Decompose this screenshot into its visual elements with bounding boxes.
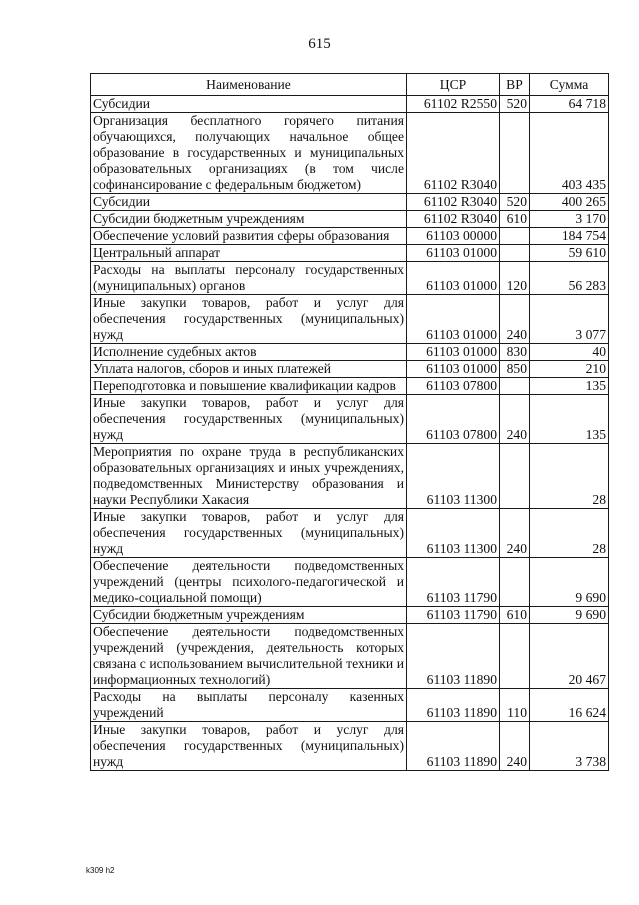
cell-name: Расходы на выплаты персоналу казенных учреждений <box>91 689 407 722</box>
cell-name: Иные закупки товаров, работ и услуг для обеспечения государственных (муниципальных) нужд <box>91 722 407 771</box>
table-row <box>91 722 609 771</box>
cell-sum: 20 467 <box>530 624 609 689</box>
table-body <box>91 96 609 771</box>
cell-vr: 240 <box>500 295 530 344</box>
cell-vr: 520 <box>500 194 530 211</box>
cell-csr: 61103 01000 <box>407 361 500 378</box>
cell-sum: 3 170 <box>530 211 609 228</box>
cell-sum: 3 738 <box>530 722 609 771</box>
cell-sum: 64 718 <box>530 96 609 113</box>
cell-name: Субсидии <box>91 194 407 211</box>
cell-sum: 403 435 <box>530 113 609 194</box>
cell-vr: 610 <box>500 607 530 624</box>
cell-vr: 120 <box>500 262 530 295</box>
cell-name: Расходы на выплаты персоналу государственных (муниципальных) органов <box>91 262 407 295</box>
cell-vr: 110 <box>500 689 530 722</box>
table-row <box>91 378 609 395</box>
table-row <box>91 607 609 624</box>
cell-sum: 184 754 <box>530 228 609 245</box>
cell-csr: 61103 11890 <box>407 689 500 722</box>
cell-csr: 61102 R3040 <box>407 194 500 211</box>
cell-sum: 40 <box>530 344 609 361</box>
cell-csr: 61102 R3040 <box>407 113 500 194</box>
cell-sum: 135 <box>530 378 609 395</box>
cell-vr: 240 <box>500 509 530 558</box>
cell-name: Центральный аппарат <box>91 245 407 262</box>
cell-csr: 61103 00000 <box>407 228 500 245</box>
table-row <box>91 228 609 245</box>
cell-vr <box>500 558 530 607</box>
cell-vr: 520 <box>500 96 530 113</box>
table-row <box>91 344 609 361</box>
table-row <box>91 361 609 378</box>
cell-csr: 61103 01000 <box>407 262 500 295</box>
table-header-row <box>91 74 609 96</box>
cell-name: Субсидии бюджетным учреждениям <box>91 607 407 624</box>
cell-csr: 61102 R3040 <box>407 211 500 228</box>
cell-name: Обеспечение условий развития сферы образования <box>91 228 407 245</box>
cell-vr: 240 <box>500 395 530 444</box>
cell-name: Иные закупки товаров, работ и услуг для обеспечения государственных (муниципальных) нужд <box>91 295 407 344</box>
cell-vr <box>500 113 530 194</box>
header-csr: ЦСР <box>407 74 500 96</box>
cell-csr: 61103 01000 <box>407 245 500 262</box>
page-number: 615 <box>308 36 331 52</box>
cell-name: Иные закупки товаров, работ и услуг для обеспечения государственных (муниципальных) нужд <box>91 395 407 444</box>
cell-name: Исполнение судебных актов <box>91 344 407 361</box>
cell-sum: 210 <box>530 361 609 378</box>
cell-sum: 28 <box>530 444 609 509</box>
cell-name: Субсидии бюджетным учреждениям <box>91 211 407 228</box>
cell-csr: 61103 11790 <box>407 607 500 624</box>
cell-csr: 61103 01000 <box>407 344 500 361</box>
table-row <box>91 96 609 113</box>
cell-vr <box>500 228 530 245</box>
cell-sum: 9 690 <box>530 607 609 624</box>
cell-sum: 56 283 <box>530 262 609 295</box>
cell-csr: 61103 11890 <box>407 722 500 771</box>
table-row <box>91 262 609 295</box>
cell-sum: 135 <box>530 395 609 444</box>
cell-sum: 59 610 <box>530 245 609 262</box>
table-row <box>91 444 609 509</box>
cell-csr: 61102 R2550 <box>407 96 500 113</box>
cell-vr <box>500 245 530 262</box>
cell-vr: 240 <box>500 722 530 771</box>
cell-csr: 61103 07800 <box>407 395 500 444</box>
cell-vr <box>500 444 530 509</box>
cell-sum: 28 <box>530 509 609 558</box>
cell-csr: 61103 07800 <box>407 378 500 395</box>
cell-vr: 610 <box>500 211 530 228</box>
cell-vr: 830 <box>500 344 530 361</box>
footer-code: k309 h2 <box>86 866 115 875</box>
table-row <box>91 194 609 211</box>
cell-sum: 16 624 <box>530 689 609 722</box>
table-row <box>91 509 609 558</box>
cell-vr <box>500 378 530 395</box>
table-row <box>91 295 609 344</box>
header-vr: ВР <box>500 74 530 96</box>
cell-vr <box>500 624 530 689</box>
cell-csr: 61103 11300 <box>407 444 500 509</box>
table-row <box>91 624 609 689</box>
header-sum: Сумма <box>530 74 609 96</box>
table-row <box>91 113 609 194</box>
budget-table <box>90 73 609 771</box>
cell-name: Обеспечение деятельности подведомственных учреждений (учреждения, деятельность которых связана с использованием вычислительной техники и информационных технологий) <box>91 624 407 689</box>
cell-sum: 9 690 <box>530 558 609 607</box>
cell-name: Организация бесплатного горячего питания обучающихся, получающих начальное общее образование в государственных и муниципальных образовательных организациях (в том числе софинансирование с федеральным бюджетом) <box>91 113 407 194</box>
cell-sum: 3 077 <box>530 295 609 344</box>
cell-name: Мероприятия по охране труда в республиканских образовательных организациях и иных учреждениях, подведомственных Министерству образования и науки Республики Хакасия <box>91 444 407 509</box>
cell-csr: 61103 01000 <box>407 295 500 344</box>
cell-vr: 850 <box>500 361 530 378</box>
cell-csr: 61103 11890 <box>407 624 500 689</box>
table-row <box>91 395 609 444</box>
cell-csr: 61103 11300 <box>407 509 500 558</box>
table-row <box>91 689 609 722</box>
cell-name: Уплата налогов, сборов и иных платежей <box>91 361 407 378</box>
cell-name: Иные закупки товаров, работ и услуг для обеспечения государственных (муниципальных) нужд <box>91 509 407 558</box>
cell-sum: 400 265 <box>530 194 609 211</box>
table-row <box>91 245 609 262</box>
cell-csr: 61103 11790 <box>407 558 500 607</box>
table-row <box>91 558 609 607</box>
header-name: Наименование <box>91 74 407 96</box>
cell-name: Переподготовка и повышение квалификации кадров <box>91 378 407 395</box>
table-row <box>91 211 609 228</box>
cell-name: Субсидии <box>91 96 407 113</box>
cell-name: Обеспечение деятельности подведомственных учреждений (центры психолого-педагогической и медико-социальной помощи) <box>91 558 407 607</box>
